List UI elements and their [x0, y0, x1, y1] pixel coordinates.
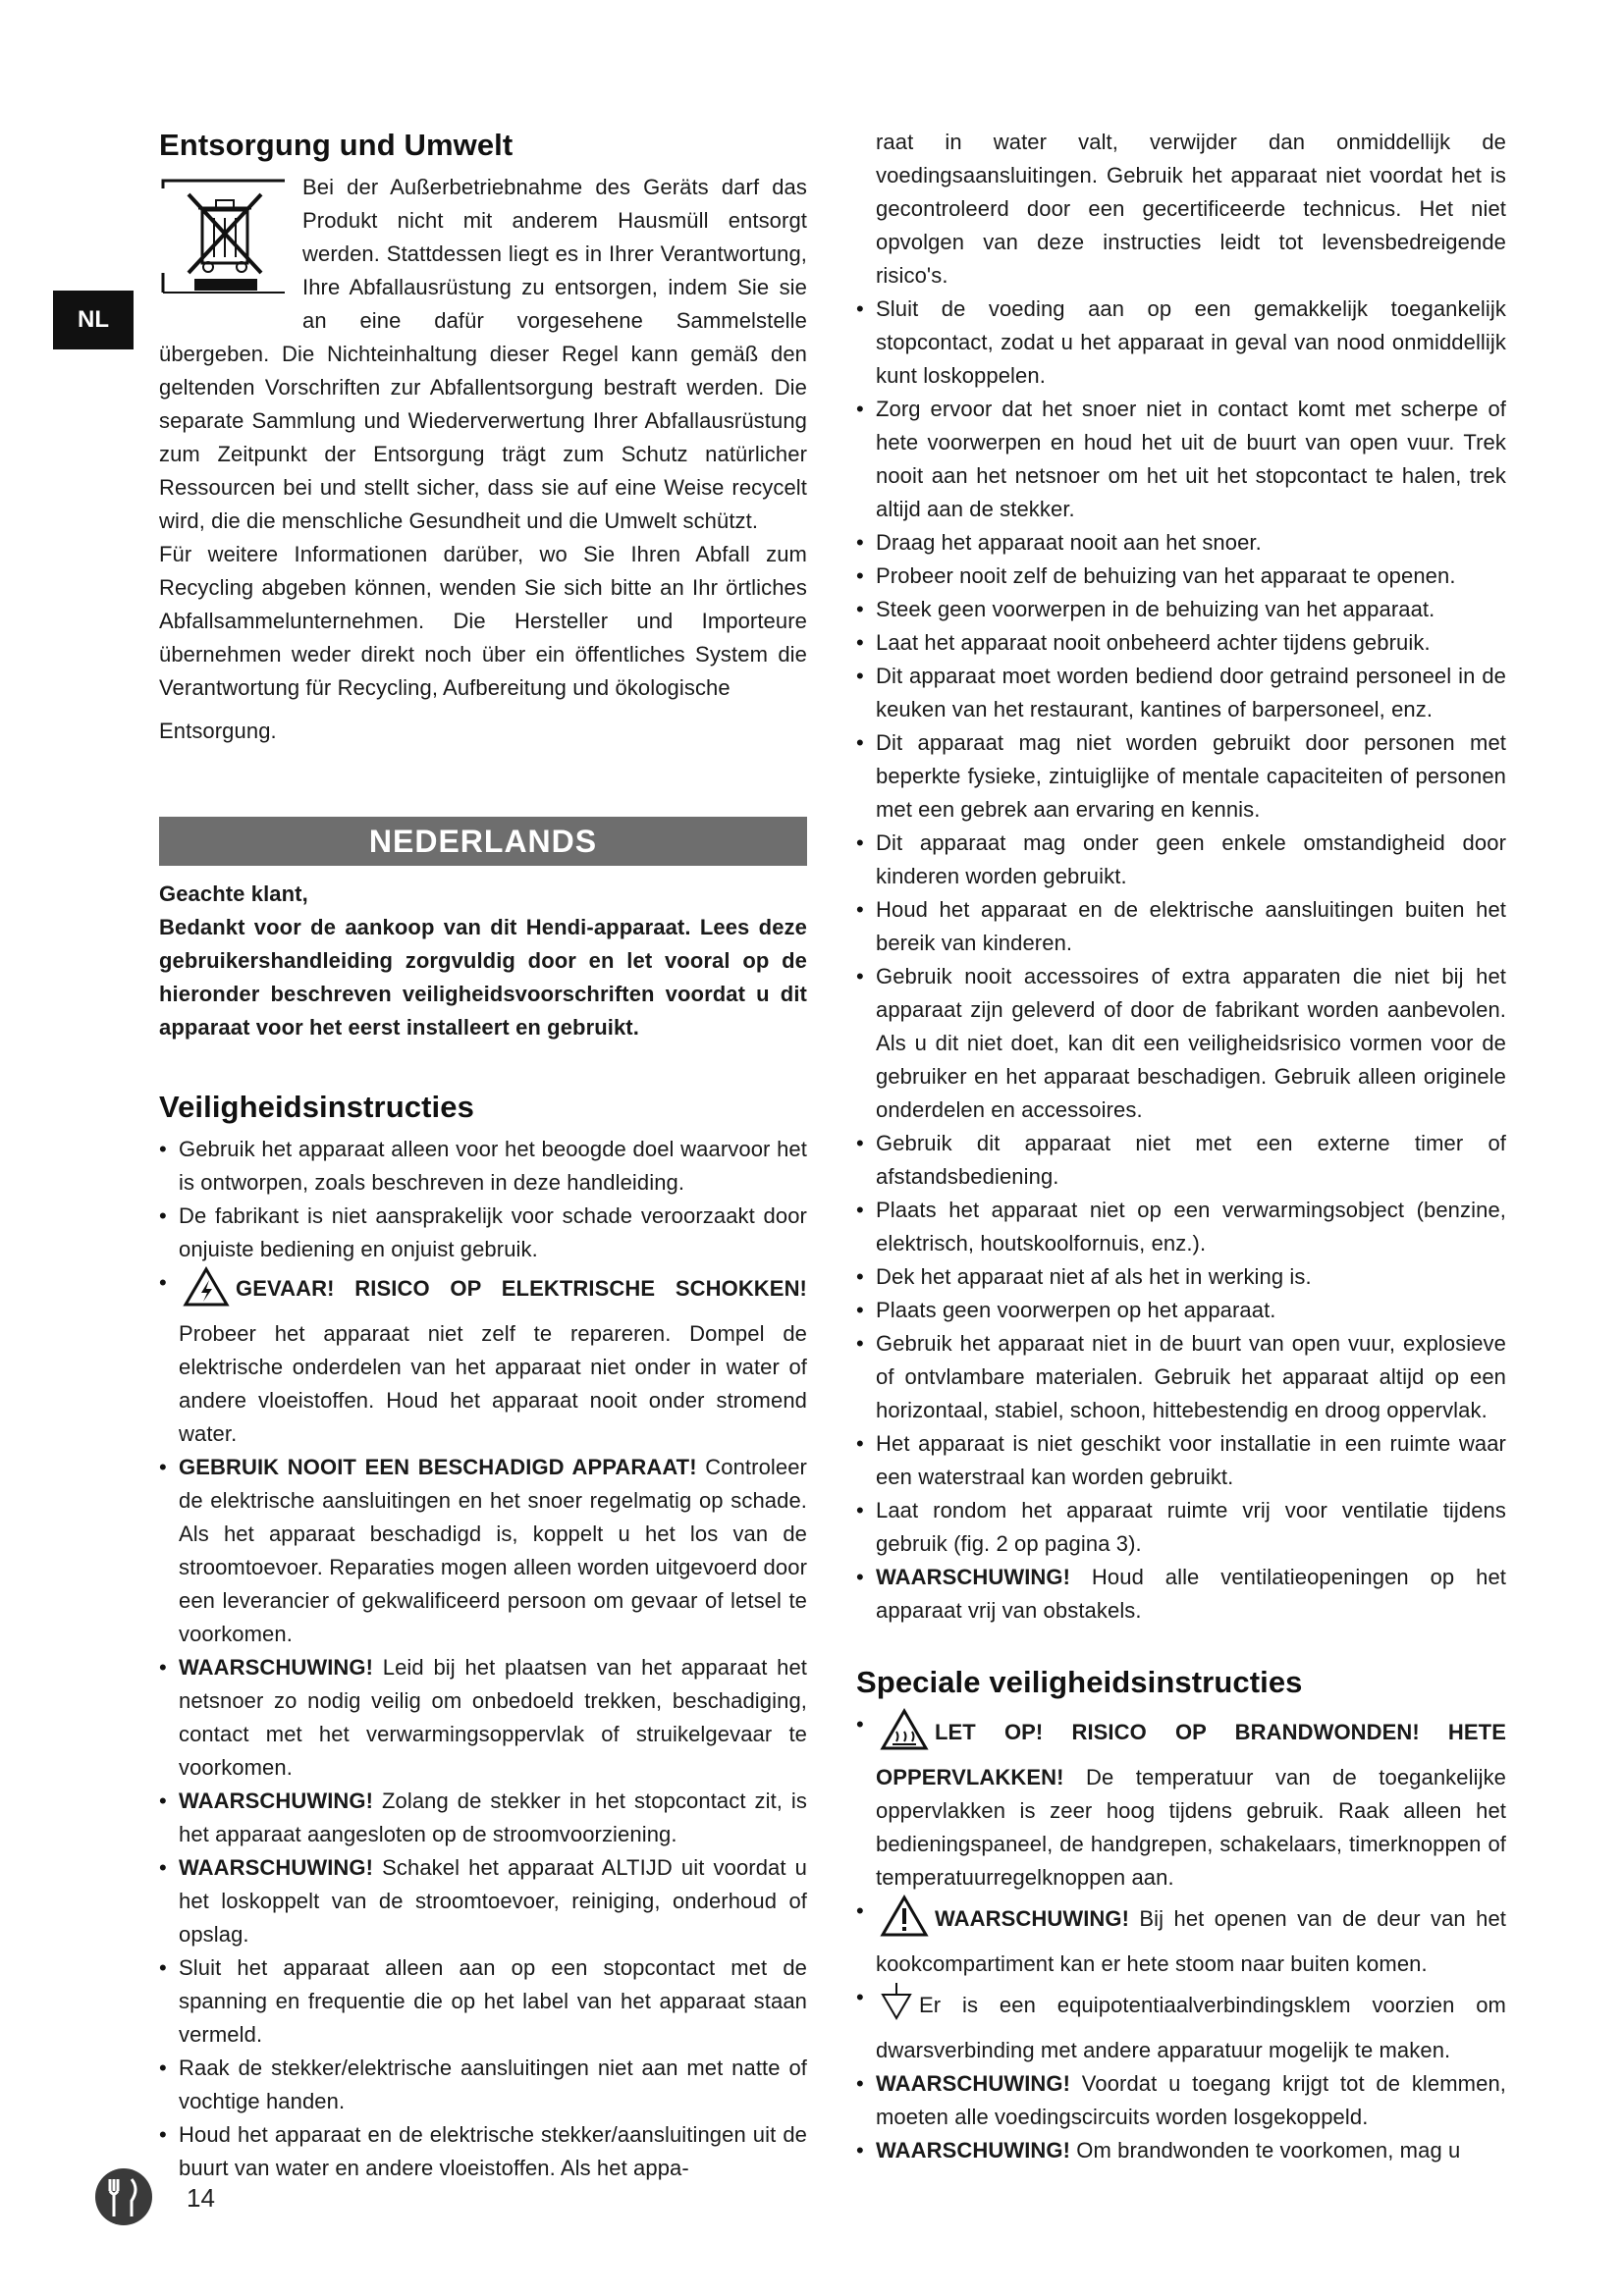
- page-number: 14: [187, 2183, 215, 2213]
- safety-list: [159, 1133, 807, 2185]
- entsorgung-paragraph-3: Entsorgung.: [159, 719, 277, 743]
- list-item: • De fabrikant is niet aansprakelijk voor schade veroorzaakt door onjuiste bediening en onjuist gebruik.: [159, 1200, 807, 1266]
- entsorgung-paragraph: Bei der Außerbetriebnahme des Geräts darf das Produkt nicht mit anderem Hausmüll entsorgt werden. Stattdessen liegt es in Ihrer Verantwortung, Ihre Abfallausrüstung zu entsorgen, indem Sie sie an eine dafür vorgesehene Sammelstelle übergeben. Die Nichteinhaltung dieser Regel kann gemäß den geltenden Vorschriften zur Abfallentsorgung bestraft werden. Die separate Sammlung und Wiederverwertung Ihrer Abfallausrüstung zum Zeitpunkt der Entsorgung trägt zum Schutz natürlicher Ressourcen bei und stellt sicher, dass sie auf eine Weise recycelt wird, die die menschliche Gesundheit und die Umwelt schützt.: [159, 175, 807, 533]
- intro-block: [159, 878, 807, 1044]
- list-item: • Laat het apparaat nooit onbeheerd achter tijdens gebruik.: [856, 626, 1506, 660]
- list-item: • WAARSCHUWING! Leid bij het plaatsen van het apparaat het netsnoer zo nodig veilig om onbedoeld trekken, beschadiging, contact met het verwarmingsoppervlak of struikelgevaar te voorkomen.: [159, 1651, 807, 1785]
- language-banner: NEDERLANDS: [159, 817, 807, 866]
- list-item: • Draag het apparaat nooit aan het snoer.: [856, 526, 1506, 560]
- list-item: • WAARSCHUWING! Voordat u toegang krijgt tot de klemmen, moeten alle voedingscircuits worden losgekoppeld.: [856, 2067, 1506, 2134]
- list-item: • WAARSCHUWING! Bij het openen van de deur van het kookcompartiment kan er hete stoom naar buiten komen.: [856, 1895, 1506, 1981]
- entsorgung-heading: Entsorgung und Umwelt: [159, 128, 514, 162]
- list-item: • Dek het apparaat niet af als het in werking is.: [856, 1260, 1506, 1294]
- list-item: • Raak de stekker/elektrische aansluitingen niet aan met natte of vochtige handen.: [159, 2052, 807, 2118]
- intro-paragraph: Bedankt voor de aankoop van dit Hendi-apparaat. Lees deze gebruikershandleiding zorgvuldig door en let vooral op de hieronder beschreven veiligheidsvoorschriften voordat u dit apparaat voor het eerst installeert en gebruikt.: [159, 915, 807, 1040]
- right-column: [856, 126, 1506, 2167]
- entsorgung-paragraph-2: Für weitere Informationen darüber, wo Sie Ihren Abfall zum Recycling abgeben können, wenden Sie sich bitte an Ihr örtliches Abfallsammelunternehmen. Die Hersteller und Importeure übernehmen weder direkt noch über ein öffentliches System die Verantwortung für Recycling, Aufbereitung und ökologische: [159, 542, 807, 700]
- list-item: • Steek geen voorwerpen in de behuizing van het apparaat.: [856, 593, 1506, 626]
- list-item: • Plaats geen voorwerpen op het apparaat.: [856, 1294, 1506, 1327]
- electric-shock-warning-icon: [183, 1266, 230, 1317]
- greeting: Geachte klant,: [159, 881, 308, 906]
- veiligheid-heading: Veiligheidsinstructies: [159, 1090, 474, 1124]
- list-item: • Probeer nooit zelf de behuizing van het apparaat te openen.: [856, 560, 1506, 593]
- special-safety-list: [856, 1708, 1506, 2167]
- continued-paragraph: raat in water valt, verwijder dan onmiddellijk de voedingsaansluitingen. Gebruik het apparaat niet voordat het is gecontroleerd door een gecertificeerde technicus. Het niet opvolgen van deze instructies leidt tot levensbedreigende risico's.: [876, 130, 1506, 288]
- list-item: • Houd het apparaat en de elektrische stekker/aansluitingen uit de buurt van water en andere vloeistoffen. Als het appa-: [159, 2118, 807, 2185]
- list-item: • Gebruik nooit accessoires of extra apparaten die niet bij het apparaat zijn geleverd of door de fabrikant worden aanbevolen. Als u dit niet doet, kan dit een veiligheidsrisico vormen voor de gebruiker en het apparaat beschadigen. Gebruik alleen originele onderdelen en accessoires.: [856, 960, 1506, 1127]
- list-item: • WAARSCHUWING! Om brandwonden te voorkomen, mag u: [856, 2134, 1506, 2167]
- list-item: • WAARSCHUWING! Schakel het apparaat ALTIJD uit voordat u het loskoppelt van de stroomtoevoer, reiniging, onderhoud of opslag.: [159, 1851, 807, 1951]
- list-item: • Plaats het apparaat niet op een verwarmingsobject (benzine, elektrisch, houtskoolfornuis, enz.).: [856, 1194, 1506, 1260]
- cutlery-icon: [94, 2167, 153, 2226]
- speciale-heading: Speciale veiligheidsinstructies: [856, 1665, 1303, 1699]
- exclamation-warning-icon: [880, 1895, 929, 1948]
- list-item: • Dit apparaat moet worden bediend door getraind personeel in de keuken van het restaurant, kantines of barpersoneel, enz.: [856, 660, 1506, 726]
- language-tab: NL: [53, 291, 134, 349]
- safety-list-continued: [856, 293, 1506, 1628]
- list-item: • Er is een equipotentiaalverbindingsklem voorzien om dwarsverbinding met andere apparatuur mogelijk te maken.: [856, 1981, 1506, 2067]
- list-item: • Gebruik het apparaat alleen voor het beoogde doel waarvoor het is ontworpen, zoals beschreven in deze handleiding.: [159, 1133, 807, 1200]
- list-item: • GEBRUIK NOOIT EEN BESCHADIGD APPARAAT! Controleer de elektrische aansluitingen en het snoer regelmatig op schade. Als het apparaat beschadigd is, koppelt u het los van de stroomtoevoer. Reparaties mogen alleen worden uitgevoerd door een leverancier of gekwalificeerd persoon om gevaar of letsel te voorkomen.: [159, 1451, 807, 1651]
- list-item: • LET OP! RISICO OP BRANDWONDEN! HETE OPPERVLAKKEN! De temperatuur van de toegankelijke oppervlakken is zeer hoog tijdens gebruik. Raak alleen het bedieningspaneel, de handgrepen, schakelaars, timerknoppen of temperatuurregelknoppen aan.: [856, 1708, 1506, 1895]
- list-item: • WAARSCHUWING! Houd alle ventilatieopeningen op het apparaat vrij van obstakels.: [856, 1561, 1506, 1628]
- list-item: • Gebruik het apparaat niet in de buurt van open vuur, explosieve of ontvlambare materialen. Gebruik het apparaat altijd op een horizontaal, stabiel, schoon, hittebestendig en droog oppervlak.: [856, 1327, 1506, 1427]
- list-item: • Houd het apparaat en de elektrische aansluitingen buiten het bereik van kinderen.: [856, 893, 1506, 960]
- weee-bin-icon: [159, 175, 289, 308]
- list-item: • Dit apparaat mag onder geen enkele omstandigheid door kinderen worden gebruikt.: [856, 827, 1506, 893]
- list-item: • Gebruik dit apparaat niet met een externe timer of afstandsbediening.: [856, 1127, 1506, 1194]
- list-item: • Zorg ervoor dat het snoer niet in contact komt met scherpe of hete voorwerpen en houd het uit de buurt van open vuur. Trek nooit aan het netsnoer om het uit het stopcontact te halen, trek altijd aan de stekker.: [856, 393, 1506, 526]
- left-column: [159, 126, 807, 2185]
- equipotential-icon: [880, 1981, 913, 2034]
- list-item: • Sluit het apparaat alleen aan op een stopcontact met de spanning en frequentie die op het label van het apparaat staan vermeld.: [159, 1951, 807, 2052]
- list-item: • GEVAAR! RISICO OP ELEKTRISCHE SCHOKKEN! Probeer het apparaat niet zelf te repareren. Dompel de elektrische onderdelen van het apparaat niet onder in water of andere vloeistoffen. Houd het apparaat nooit onder stromend water.: [159, 1266, 807, 1451]
- list-item: • Sluit de voeding aan op een gemakkelijk toegankelijk stopcontact, zodat u het apparaat in geval van nood onmiddellijk kunt loskoppelen.: [856, 293, 1506, 393]
- list-item: • WAARSCHUWING! Zolang de stekker in het stopcontact zit, is het apparaat aangesloten op de stroomvoorziening.: [159, 1785, 807, 1851]
- list-item: • Laat rondom het apparaat ruimte vrij voor ventilatie tijdens gebruik (fig. 2 op pagina 3).: [856, 1494, 1506, 1561]
- list-item: • Het apparaat is niet geschikt voor installatie in een ruimte waar een waterstraal kan worden gebruikt.: [856, 1427, 1506, 1494]
- hot-surface-warning-icon: [880, 1708, 929, 1761]
- list-item: • Dit apparaat mag niet worden gebruikt door personen met beperkte fysieke, zintuiglijke of mentale capaciteiten of personen met een gebrek aan ervaring en kennis.: [856, 726, 1506, 827]
